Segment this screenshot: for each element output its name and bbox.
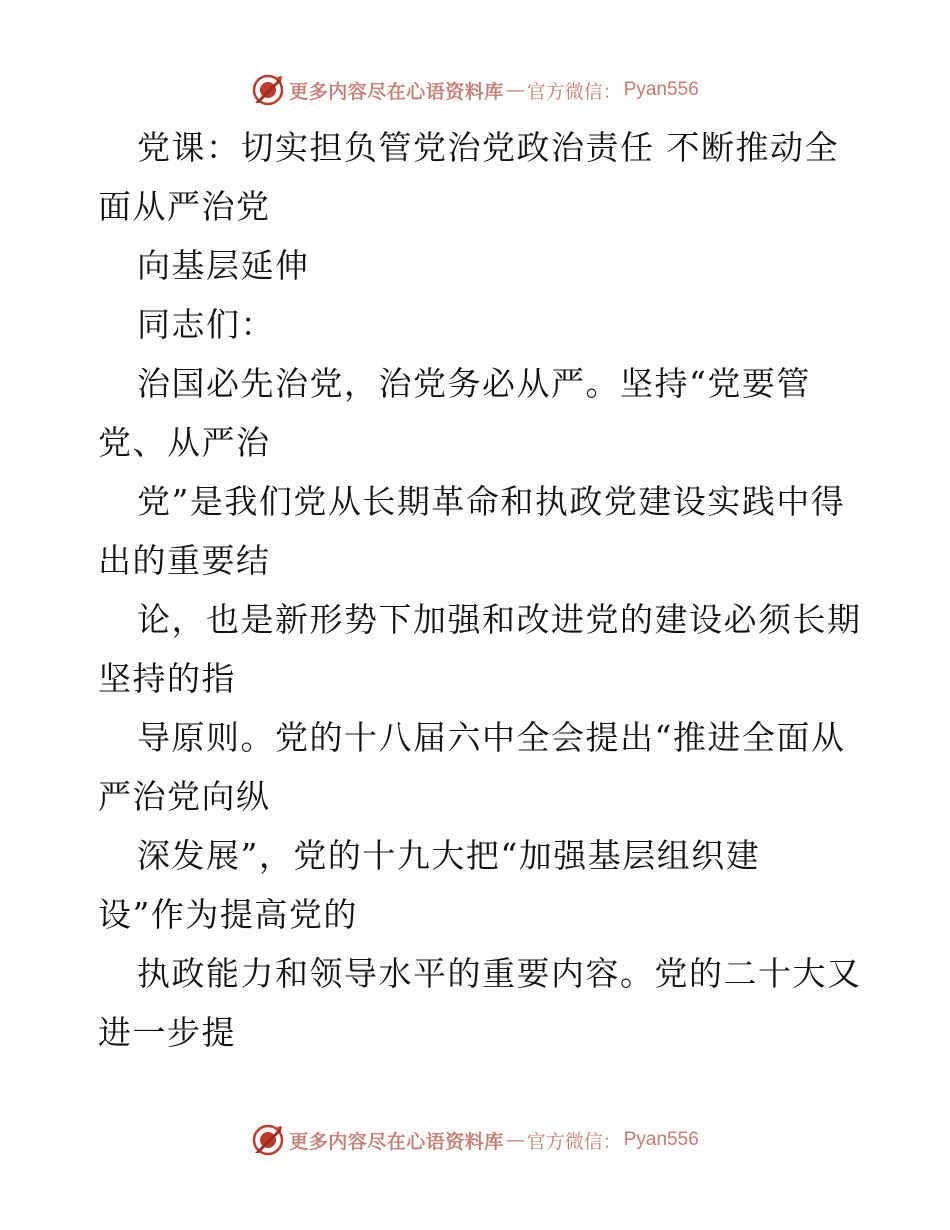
text-line: 严治党向纵 bbox=[98, 777, 271, 816]
text-line: 党课：切实担负管党治党政治责任 不断推动全 bbox=[137, 128, 839, 167]
text-line: 导原则。党的十八届六中全会提出“推进全面从 bbox=[137, 718, 846, 757]
text-line: 面从严治党 bbox=[98, 187, 271, 226]
text-line: 同志们： bbox=[137, 305, 275, 344]
text-line: 治国必先治党，治党务必从严。坚持“党要管 bbox=[137, 364, 811, 403]
quill-logo-icon bbox=[251, 73, 285, 107]
watermark-separator: — bbox=[505, 79, 525, 101]
text-line: 向基层延伸 bbox=[137, 246, 310, 285]
text-line: 出的重要结 bbox=[98, 541, 271, 580]
text-line: 党”是我们党从长期革命和执政党建设实践中得 bbox=[137, 482, 846, 521]
document-body bbox=[98, 118, 862, 1062]
header-watermark bbox=[0, 70, 950, 110]
watermark-site-text: 更多内容尽在心语资料库 bbox=[289, 80, 504, 103]
text-line: 党、从严治 bbox=[98, 423, 271, 462]
watermark-site-text: 更多内容尽在心语资料库 bbox=[289, 1130, 504, 1153]
watermark-wechat-label: 官方微信： bbox=[526, 1130, 622, 1153]
text-line: 设”作为提高党的 bbox=[98, 895, 358, 934]
watermark-wechat-label: 官方微信： bbox=[526, 80, 622, 103]
text-line: 论，也是新形势下加强和改进党的建设必须长期 bbox=[137, 600, 862, 639]
text-line: 坚持的指 bbox=[98, 659, 236, 698]
watermark-wechat-id: Pyan556 bbox=[623, 1129, 699, 1150]
footer-watermark bbox=[0, 1120, 950, 1160]
text-line: 执政能力和领导水平的重要内容。党的二十大又 bbox=[137, 954, 862, 993]
text-line: 深发展”，党的十九大把“加强基层组织建 bbox=[137, 836, 761, 875]
watermark-separator: — bbox=[505, 1129, 525, 1151]
watermark-wechat-id: Pyan556 bbox=[623, 79, 699, 100]
text-line: 进一步提 bbox=[98, 1013, 236, 1052]
quill-logo-icon bbox=[251, 1123, 285, 1157]
